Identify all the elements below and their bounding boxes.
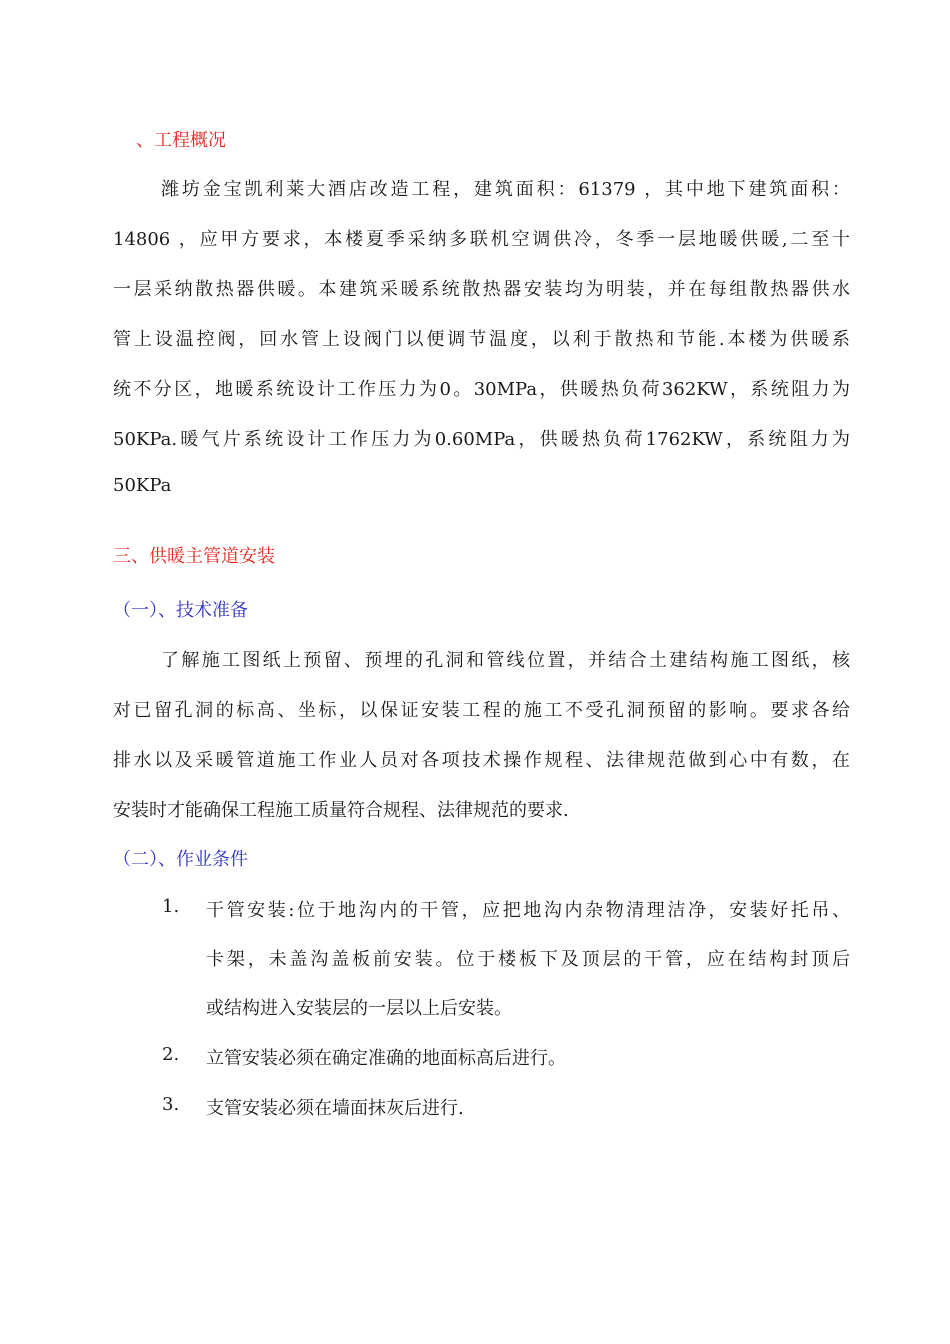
list-item-line: 支管安装必须在墙面抹灰后进行. (206, 1098, 464, 1119)
paragraph-line: 安装时才能确保工程施工质量符合规程、法律规范的要求. (113, 800, 569, 821)
list-item-line: 立管安装必须在确定准确的地面标高后进行。 (206, 1048, 566, 1069)
paragraph-line: 统不分区，地暖系统设计工作压力为0。30MPa，供暖热负荷362KW，系统阻力为 (113, 379, 850, 400)
list-number: 3. (162, 1094, 180, 1115)
paragraph-line: 潍坊金宝凯利莱大酒店改造工程，建筑面积：61379 ，其中地下建筑面积： (161, 179, 850, 200)
list-item-line: 卡架，未盖沟盖板前安装。位于楼板下及顶层的干管，应在结构封顶后 (206, 949, 850, 970)
list-number: 1. (162, 896, 180, 917)
list-item-line: 或结构进入安装层的一层以上后安装。 (206, 998, 512, 1019)
list-item-line: 干管安装:位于地沟内的干管，应把地沟内杂物清理洁净，安装好托吊、 (206, 900, 850, 921)
subsection-heading-technical-preparation: （一）、技术准备 (113, 600, 248, 621)
paragraph-line: 14806 ，应甲方要求，本楼夏季采纳多联机空调供冷，冬季一层地暖供暖,二至十 (113, 229, 850, 250)
paragraph-line: 对已留孔洞的标高、坐标，以保证安装工程的施工不受孔洞预留的影响。要求各给 (113, 700, 850, 721)
section-heading-project-overview: 、工程概况 (136, 130, 226, 151)
paragraph-line: 了解施工图纸上预留、预埋的孔洞和管线位置，并结合土建结构施工图纸，核 (161, 650, 850, 671)
paragraph-line: 50KPa (113, 475, 172, 496)
subsection-heading-work-conditions: （二）、作业条件 (113, 849, 248, 870)
list-number: 2. (162, 1044, 180, 1065)
paragraph-line: 排水以及采暖管道施工作业人员对各项技术操作规程、法律规范做到心中有数，在 (113, 750, 850, 771)
paragraph-line: 一层采纳散热器供暖。本建筑采暖系统散热器安装均为明装，并在每组散热器供水 (113, 279, 850, 300)
section-heading-heating-main-pipe: 三、供暖主管道安装 (113, 546, 275, 567)
paragraph-line: 50KPa.暖气片系统设计工作压力为0.60MPa，供暖热负荷1762KW，系统阻力为 (113, 429, 850, 450)
paragraph-line: 管上设温控阀，回水管上设阀门以便调节温度，以利于散热和节能.本楼为供暖系 (113, 329, 850, 350)
